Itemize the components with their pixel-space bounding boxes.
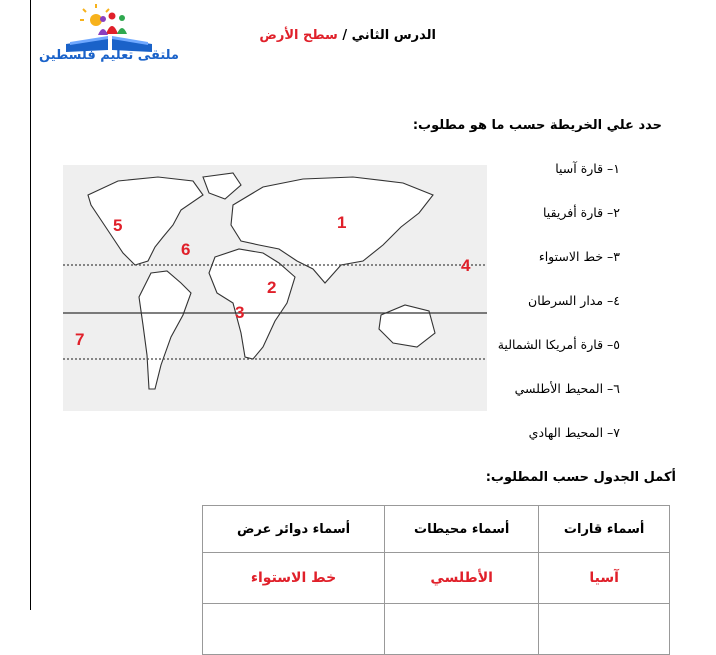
header-oceans: أسماء محيطات — [385, 506, 539, 553]
map-instruction: حدد علي الخريطة حسب ما هو مطلوب: — [412, 118, 662, 133]
cell-ocean-empty[interactable] — [385, 604, 539, 655]
table-row — [203, 553, 670, 604]
logo-text: ملتقى تعليم فلسطين — [39, 48, 179, 63]
header-continents: أسماء قارات — [539, 506, 670, 553]
map-label-4: 4 — [461, 256, 471, 275]
cell-latitude-empty[interactable] — [203, 604, 385, 655]
table-title: أكمل الجدول حسب المطلوب: — [485, 470, 676, 485]
people-icon — [98, 13, 127, 36]
lesson-label: الدرس الثاني / — [342, 28, 436, 43]
cell-latitude[interactable]: خط الاستواء — [203, 553, 385, 604]
cell-continent-empty[interactable] — [539, 604, 670, 655]
list-item: ٢– قارة أفريقيا — [542, 205, 620, 220]
map-label-2: 2 — [267, 278, 277, 297]
lesson-title: سطح الأرض — [259, 28, 338, 43]
world-map — [63, 165, 487, 411]
map-label-7: 7 — [75, 330, 85, 349]
cell-ocean[interactable]: الأطلسي — [385, 553, 539, 604]
cell-continent[interactable]: آسيا — [539, 553, 670, 604]
table-row — [203, 604, 670, 655]
list-item: ٦– المحيط الأطلسي — [514, 381, 620, 396]
list-item: ١– قارة آسيا — [555, 161, 620, 176]
header-latitudes: أسماء دوائر عرض — [203, 506, 385, 553]
map-label-5: 5 — [113, 216, 123, 235]
list-item: ٥– قارة أمريكا الشمالية — [497, 337, 620, 352]
list-item: ٧– المحيط الهادي — [528, 425, 620, 440]
page-margin-line — [30, 0, 31, 610]
lesson-heading — [259, 28, 436, 43]
map-continents — [88, 173, 435, 389]
answer-table — [202, 505, 670, 655]
map-label-6: 6 — [181, 240, 191, 259]
map-label-1: 1 — [337, 213, 347, 232]
table-header-row — [203, 506, 670, 553]
list-item: ٣– خط الاستواء — [538, 249, 620, 264]
south-america-shape — [139, 271, 191, 389]
map-label-3: 3 — [235, 303, 245, 322]
list-item: ٤– مدار السرطان — [528, 293, 620, 308]
sun-icon — [80, 4, 109, 26]
australia-shape — [379, 305, 435, 347]
greenland-shape — [203, 173, 241, 199]
